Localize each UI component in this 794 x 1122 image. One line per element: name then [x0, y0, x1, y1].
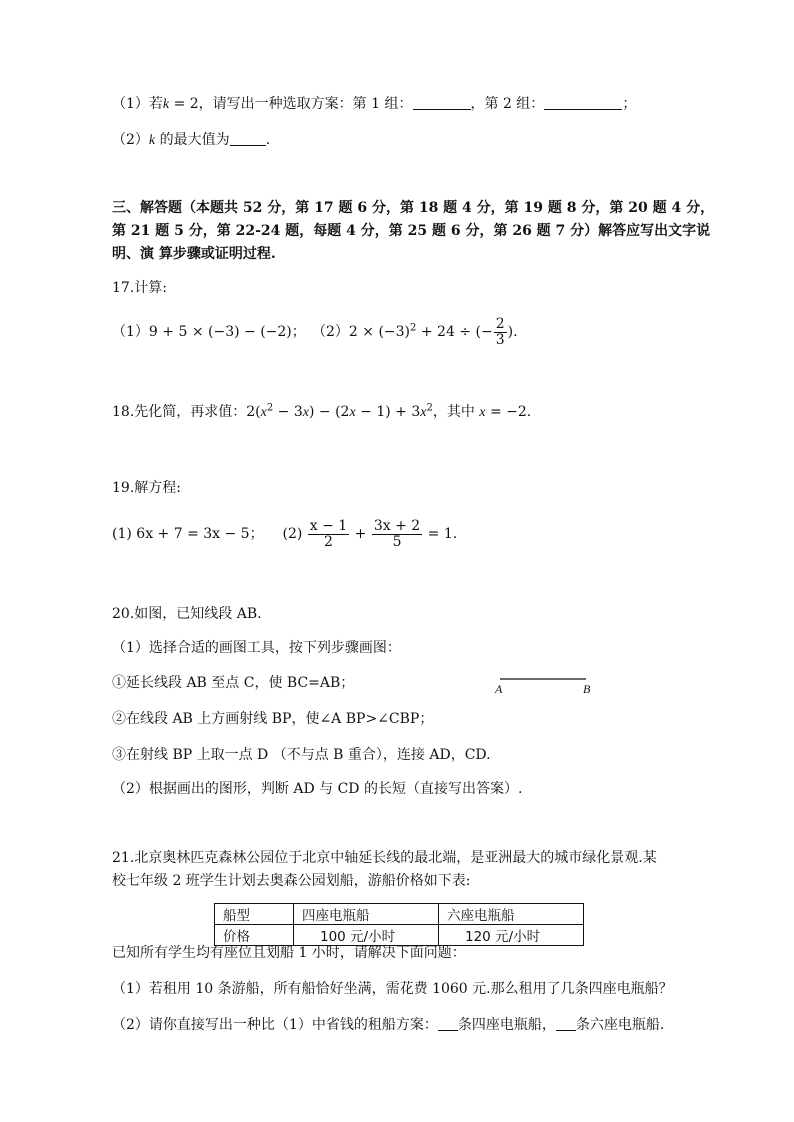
table-cell: 100 元/小时: [294, 925, 439, 946]
q20-title: 20.如图，已知线段 AB.: [112, 606, 262, 622]
table-row: [215, 904, 584, 925]
q20-step3: ③在射线 BP 上取一点 D （不与点 B 重合），连接 AD，CD.: [112, 747, 491, 763]
q20-step2: ②在线段 AB 上方画射线 BP，使∠A BP>∠CBP；: [112, 711, 434, 727]
q20-sub2: （2）根据画出的图形，判断 AD 与 CD 的长短（直接写出答案）.: [112, 781, 523, 797]
q21-line2: 校七年级 2 班学生计划去奥森公园划船，游船价格如下表:: [112, 873, 471, 889]
answer-blank-group1[interactable]: [413, 95, 471, 110]
q16-part1: （1）若k = 2，请写出一种选取方案：第 1 组： ，第 2 组： ；: [112, 96, 637, 112]
q21-part1: （1）若租用 10 条游船，所有船恰好坐满，需花费 1060 元.那么租用了几条四座电瓶船？: [112, 981, 673, 997]
price-table: [214, 903, 584, 946]
q21-part2: （2）请你直接写出一种比（1）中省钱的租船方案： 条四座电瓶船， 条六座电瓶船.: [112, 1017, 665, 1033]
answer-blank-kmax[interactable]: [230, 131, 266, 146]
q17-title: 17.计算:: [112, 280, 167, 296]
q17-part1: （1）9 + 5 × (−3) − (−2)；: [112, 324, 306, 340]
fraction-1: $\frac{x - 1}{2}$: [309, 517, 348, 550]
segment-ab-figure: [490, 672, 600, 698]
answer-blank-group2[interactable]: [544, 95, 622, 110]
point-b-label: B: [583, 682, 591, 696]
q21-line3: 已知所有学生均有座位且划船 1 小时，请解决下面问题：: [112, 945, 466, 961]
answer-blank-four-seat[interactable]: [438, 1016, 458, 1031]
q16-part2: （2）k 的最大值为 .: [112, 132, 271, 148]
q21-line1: 21.北京奥林匹克森林公园位于北京中轴延长线的最北端，是亚洲最大的城市绿化景观.某: [112, 850, 657, 866]
table-cell: 四座电瓶船: [294, 904, 439, 925]
point-a-label: A: [495, 682, 503, 696]
q20-sub1: （1）选择合适的画图工具，按下列步骤画图：: [112, 640, 401, 656]
section3-line2: 第 21 题 5 分，第 22-24 题，每题 4 分，第 25 题 6 分，第 26 题 7 分）解答应写出文字说: [112, 223, 711, 239]
fraction-two-thirds: $\frac{2}{3}$: [495, 315, 505, 348]
fraction-2: $\frac{3x + 2}{5}$: [373, 517, 421, 550]
q19-equations: (1) 6x + 7 = 3x − 5； (2) $\frac{x - 1}{2}$ + $\frac{3x + 2}{5}$ = 1.: [112, 517, 458, 550]
section3-line3: 明、演 算步骤或证明过程.: [112, 246, 276, 262]
table-cell: 六座电瓶船: [439, 904, 584, 925]
q20-step1: ①延长线段 AB 至点 C，使 BC=AB；: [112, 675, 355, 691]
section3-line1: 三、解答题（本题共 52 分，第 17 题 6 分，第 18 题 4 分，第 19 题 8 分，第 20 题 4 分，: [112, 200, 715, 216]
q19-title: 19.解方程:: [112, 480, 181, 496]
table-cell: 价格: [215, 925, 294, 946]
q17-part2: $(2)2 \times (-3)^2 + 24$ ÷ (− $\frac{2}{3}$ ).: [312, 315, 518, 348]
q18-line: 18.先化简，再求值：$2(x^2 - 3x) - (2x - 1) + 3x^2$，其中 x = −2.: [112, 402, 532, 420]
table-cell: 船型: [215, 904, 294, 925]
table-cell: 120 元/小时: [439, 925, 584, 946]
answer-blank-six-seat[interactable]: [556, 1016, 576, 1031]
